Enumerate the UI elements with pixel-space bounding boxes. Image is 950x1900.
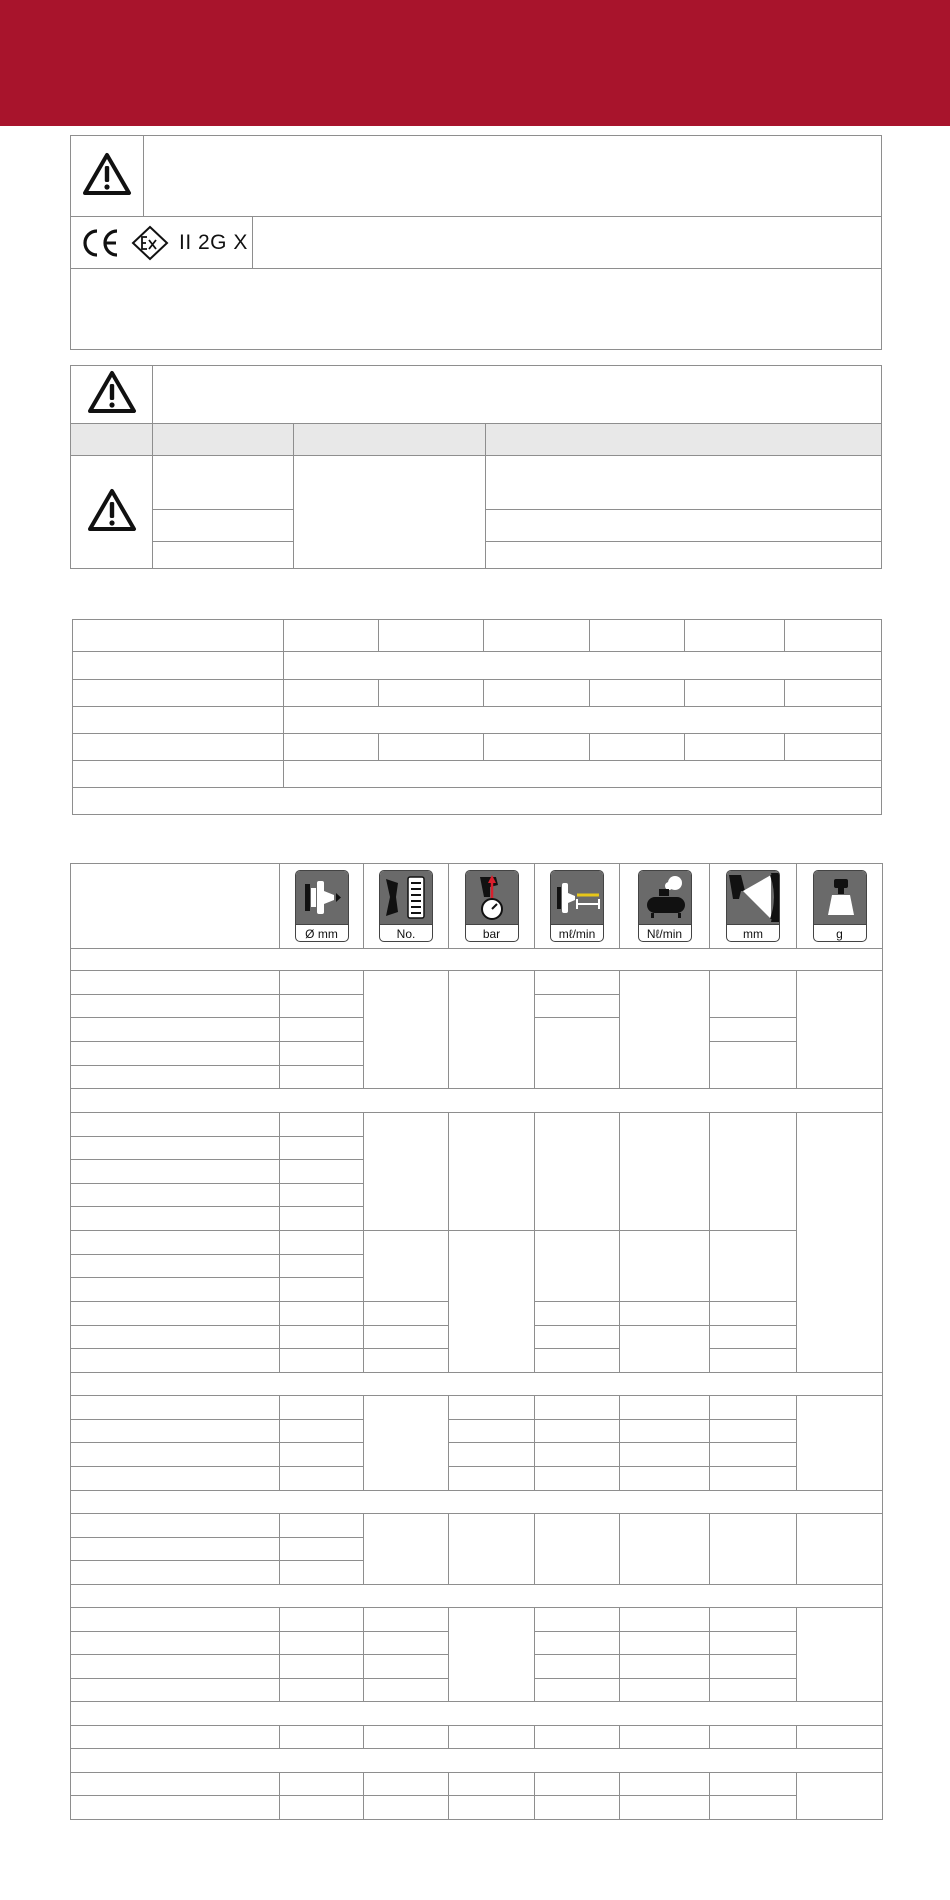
- pressure-header-cell: [449, 864, 535, 949]
- spray-pattern-unit: mm: [727, 924, 779, 942]
- marks-cell: [71, 217, 253, 269]
- weight-icon: [814, 871, 867, 924]
- needle-number-icon: [380, 871, 433, 924]
- needle-header-cell: [364, 864, 449, 949]
- group-5-header: [71, 1585, 883, 1608]
- specification-table: [72, 619, 882, 815]
- air-compressor-icon: [639, 871, 692, 924]
- spray-pattern-icon: [727, 871, 780, 924]
- technical-data-table: [70, 863, 883, 1820]
- hazard-row-warning-cell: [71, 456, 153, 569]
- ce-mark-icon: [79, 227, 121, 259]
- warning-triangle-icon: [81, 151, 133, 197]
- warning-triangle-icon: [86, 369, 138, 415]
- nozzle-diameter-unit: Ø mm: [296, 924, 348, 942]
- atex-marking: II 2G X: [179, 230, 248, 254]
- group-4-header: [71, 1491, 883, 1514]
- warning-icon-cell: [71, 136, 144, 217]
- hazard-table: [70, 365, 882, 569]
- warning-triangle-icon: [86, 487, 138, 533]
- hazard-warning-cell: [71, 366, 153, 424]
- marks-text-cell: [253, 217, 882, 269]
- certification-note-cell: [71, 269, 882, 350]
- group-3-header: [71, 1373, 883, 1396]
- weight-header-cell: [797, 864, 883, 949]
- air-consumption-unit: Nℓ/min: [639, 924, 691, 942]
- hazard-text-cell: [153, 366, 882, 424]
- pressure-unit: bar: [466, 924, 518, 942]
- group-2-header: [71, 1089, 883, 1113]
- hazard-header-row: [71, 424, 882, 456]
- nozzle-header-cell: [280, 864, 364, 949]
- nozzle-diameter-icon: [296, 871, 349, 924]
- fluid-flow-header-cell: [535, 864, 620, 949]
- warning-text-cell: [144, 136, 882, 217]
- weight-unit: g: [814, 924, 866, 942]
- fluid-flow-unit: mℓ/min: [551, 924, 603, 942]
- header-band: [0, 0, 950, 126]
- group-7-header: [71, 1749, 883, 1773]
- group-1-header: [71, 949, 883, 971]
- pressure-gauge-icon: [466, 871, 519, 924]
- spray-pattern-header-cell: [710, 864, 797, 949]
- needle-number-unit: No.: [380, 924, 432, 942]
- group-6-header: [71, 1702, 883, 1726]
- model-header-cell: [71, 864, 280, 949]
- air-consumption-header-cell: [620, 864, 710, 949]
- fluid-flow-icon: [551, 871, 604, 924]
- certification-box: [70, 135, 882, 350]
- ex-mark-icon: [131, 225, 169, 261]
